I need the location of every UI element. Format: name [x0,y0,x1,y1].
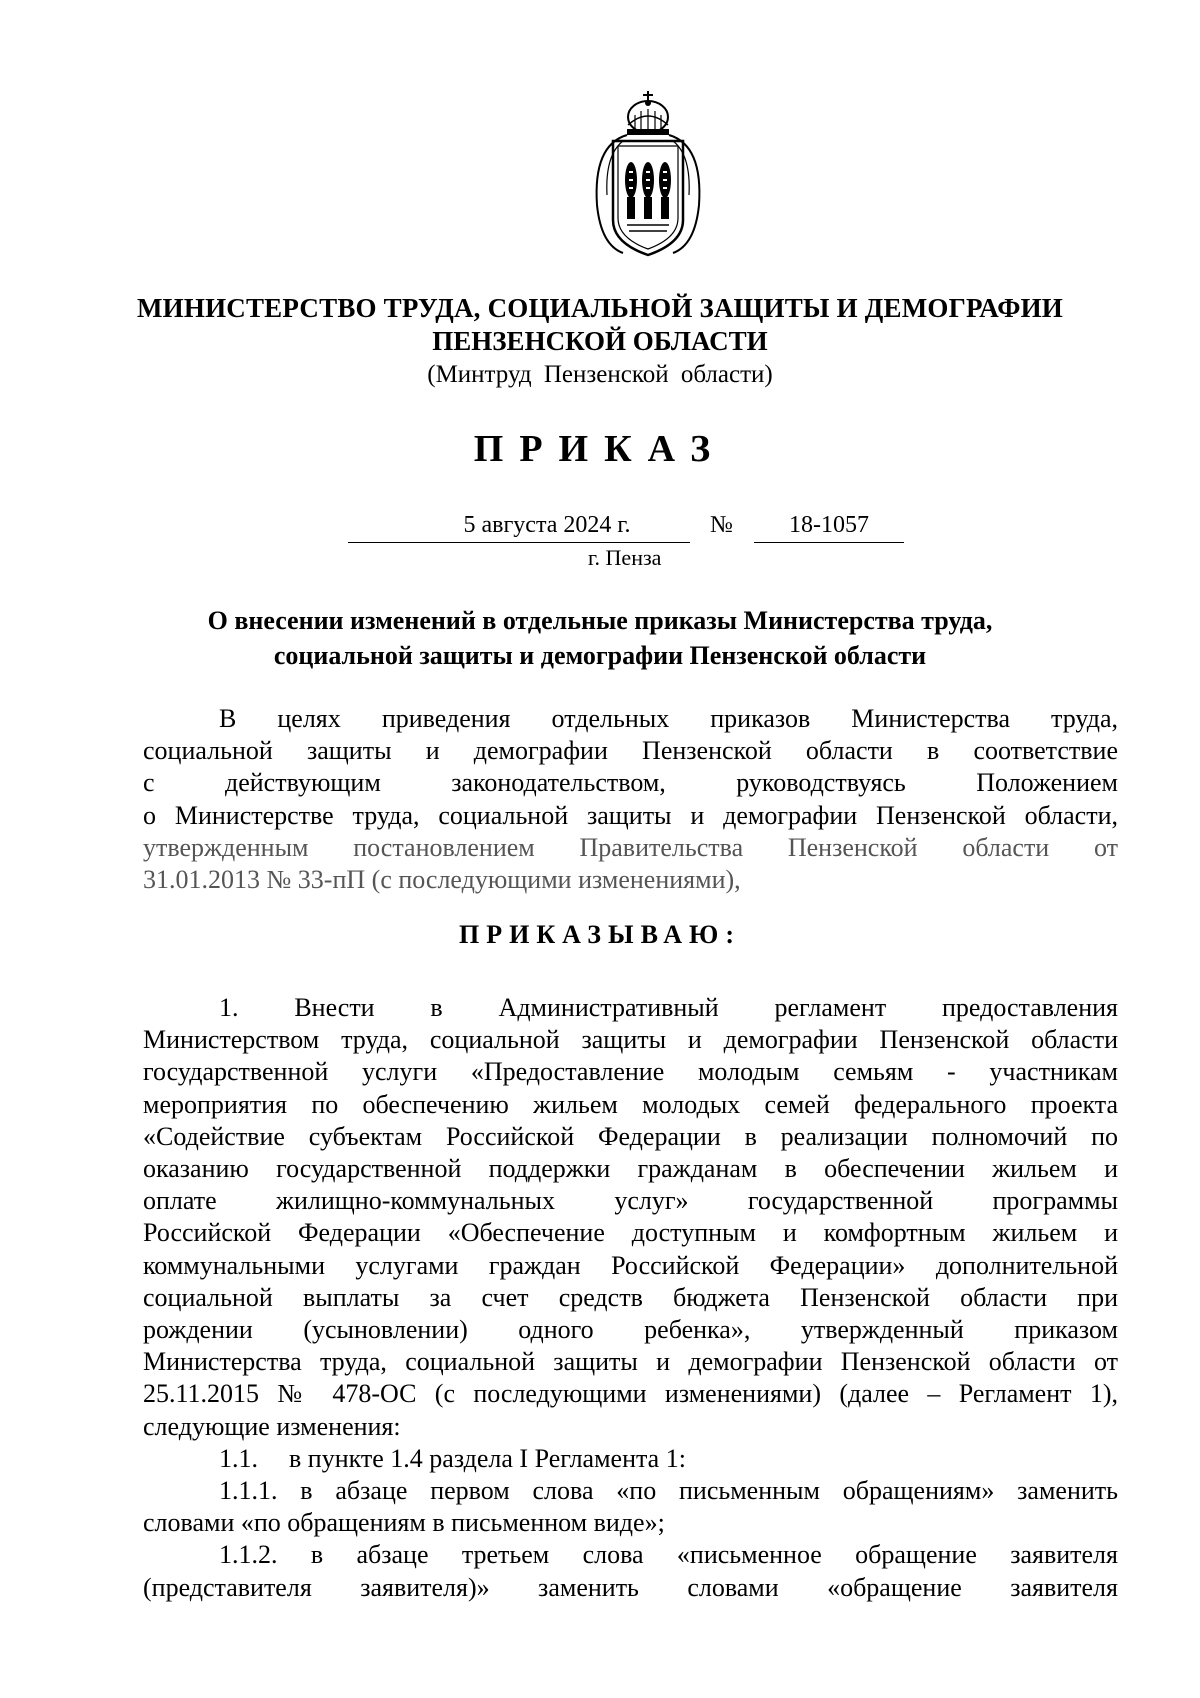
item-line: (представителя заявителя)» заменить словами «обращение заявителя [143,1572,1118,1602]
item-line: 25.11.2015 № 478-ОС (с последующими изменениями) (далее – Регламент 1), [143,1379,1118,1409]
order-word: ПРИКАЗЫВАЮ: [459,920,741,949]
item-line: Российской Федерации «Обеспечение доступным и комфортным жильем и [143,1218,1118,1248]
item-line: 1.1.2. в абзаце третьем слова «письменное обращение заявителя [219,1540,1118,1570]
item-line: рождении (усыновлении) одного ребенка», утвержденный приказом [143,1315,1118,1345]
preamble-line: 31.01.2013 № 33-пП (с последующими изменениями), [143,865,741,895]
document-date: 5 августа 2024 г. [463,512,631,538]
organization-name-line2: ПЕНЗЕНСКОЙ ОБЛАСТИ [432,326,768,356]
item-line: «Содействие субъектам Российской Федерации в реализации полномочий по [143,1121,1118,1151]
number-sign: № [710,512,733,538]
document-number-field [754,512,904,543]
item-line: оказанию государственной поддержки гражданам в обеспечении жильем и [143,1154,1118,1184]
preamble-line: с действующим законодательством, руководствуясь Положением [143,768,1118,798]
document-date-field [348,512,690,543]
document-type-title: ПРИКАЗ [473,428,727,470]
document-subject [0,603,1200,673]
preamble-line: В целях приведения отдельных приказов Министерства труда, [219,704,1118,733]
subject-line: социальной защиты и демографии Пензенской области [273,641,927,670]
preamble-line: социальной защиты и демографии Пензенской области в соответствие [143,736,1118,766]
item-line: следующие изменения: [143,1411,401,1441]
preamble-line: о Министерстве труда, социальной защиты и демографии Пензенской области, [143,800,1118,830]
item-1-1-number: 1.1. [219,1443,258,1473]
item-line: мероприятия по обеспечению жильем молодых семей федерального проекта [143,1089,1118,1119]
preamble-line: утвержденным постановлением Правительства Пензенской области от [143,832,1118,862]
item-line: словами «по обращениям в письменном виде»; [143,1508,665,1538]
item-line: государственной услуги «Предоставление молодым семьям - участникам [143,1057,1118,1087]
item-line: социальной выплаты за счет средств бюджета Пензенской области при [143,1282,1118,1312]
document-number: 18-1057 [789,512,869,538]
item-line: Министерством труда, социальной защиты и демографии Пензенской области [143,1025,1118,1055]
item-1-1-text: в пункте 1.4 раздела I Регламента 1: [289,1443,686,1473]
item-line: 1. Внести в Административный регламент предоставления [219,993,1118,1022]
item-line: оплате жилищно-коммунальных услуг» государственной программы [143,1186,1118,1216]
preamble-paragraph [143,703,1118,896]
subject-line: О внесении изменений в отдельные приказы Министерства труда, [207,606,993,635]
organization-short-name: (Минтруд Пензенской области) [427,361,773,388]
document-city: г. Пенза [588,545,662,570]
coat-of-arms-icon [583,85,713,265]
item-1-1 [143,1443,1118,1475]
order-items [143,992,1118,1604]
item-line: коммунальными услугами граждан Российской Федерации» дополнительной [143,1250,1118,1280]
item-line: 1.1.1. в абзаце первом слова «по письменным обращениям» заменить [219,1476,1118,1506]
item-line: Министерства труда, социальной защиты и демографии Пензенской области от [143,1347,1118,1377]
organization-name-line1: МИНИСТЕРСТВО ТРУДА, СОЦИАЛЬНОЙ ЗАЩИТЫ И ДЕМОГРАФИИ [136,293,1063,323]
